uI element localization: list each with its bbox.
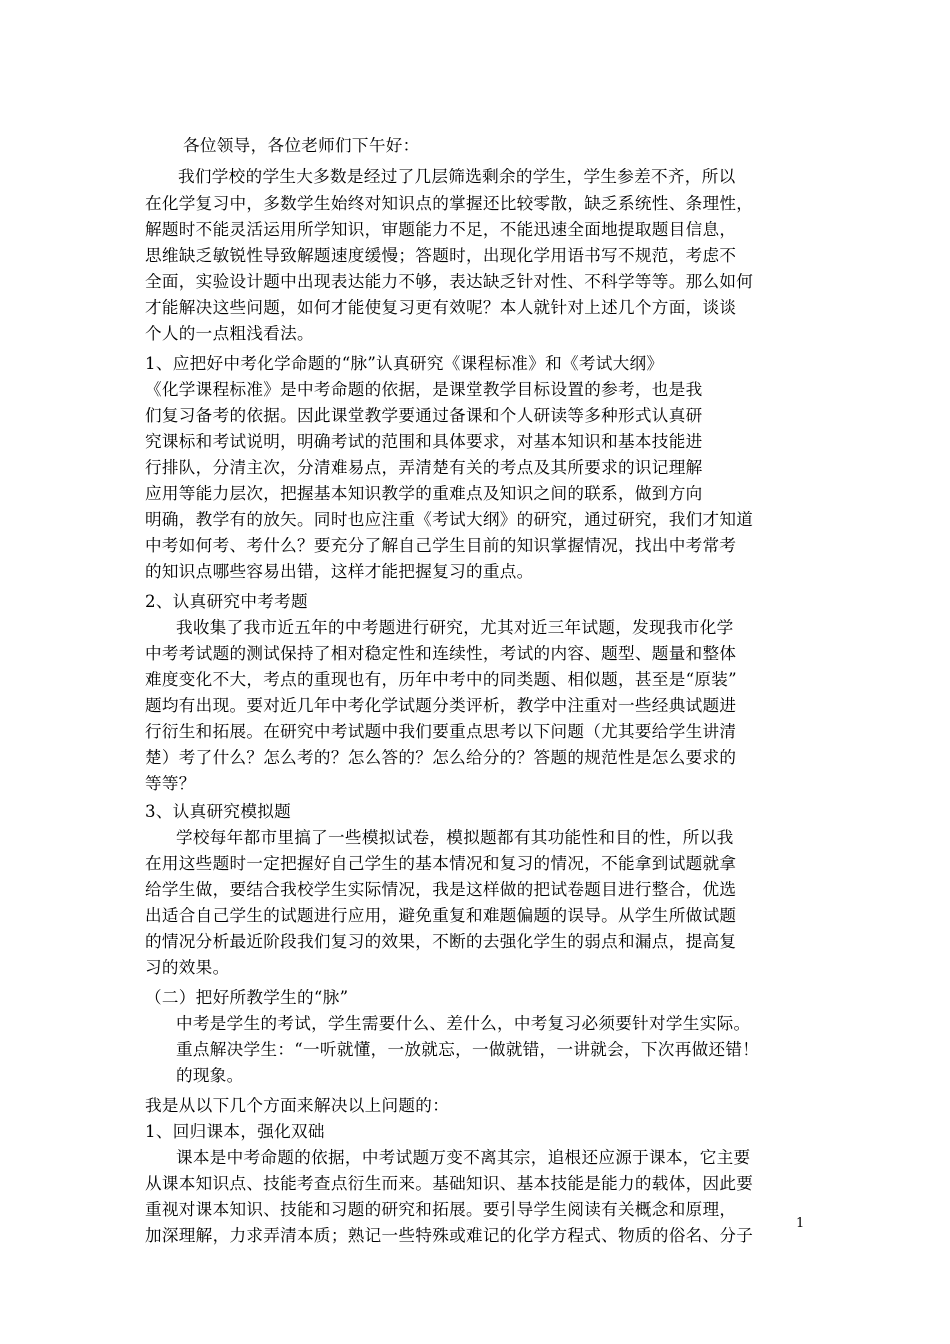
section-3-line-1: 学校每年都市里搞了一些模拟试卷，模拟题都有其功能性和目的性，所以我 xyxy=(176,828,734,847)
intro-line-3: 解题时不能灵活运用所学知识，审题能力不足，不能迅速全面地提取题目信息， xyxy=(145,220,737,239)
intro-line-7: 个人的一点粗浅看法。 xyxy=(145,324,314,343)
section-3-line-3: 给学生做，要结合我校学生实际情况，我是这样做的把试卷题目进行整合，优选 xyxy=(145,880,737,899)
section-1-line-5: 应用等能力层次，把握基本知识教学的重难点及知识之间的联系，做到方向 xyxy=(145,484,703,503)
section-2-line-3: 难度变化不大，考点的重现也有，历年中考中的同类题、相似题，甚至是“原装” xyxy=(145,670,737,689)
approach-1-line-3: 重视对课本知识、技能和习题的研究和拓展。要引导学生阅读有关概念和原理， xyxy=(145,1200,737,1219)
section-3-line-4: 出适合自己学生的试题进行应用，避免重复和难题偏题的误导。从学生所做试题 xyxy=(145,906,737,925)
section-1-line-8: 的知识点哪些容易出错，这样才能把握复习的重点。 xyxy=(145,562,534,581)
section-1-line-2: 们复习备考的依据。因此课堂教学要通过备课和个人研读等多种形式认真研 xyxy=(145,406,703,425)
section-2-line-4: 题均有出现。要对近几年中考化学试题分类评析，教学中注重对一些经典试题进 xyxy=(145,696,737,715)
greeting-line: 各位领导，各位老师们下午好： xyxy=(183,136,420,155)
section-2-line-6: 楚）考了什么？怎么考的？怎么答的？怎么给分的？答题的规范性是怎么要求的 xyxy=(145,748,737,767)
section-2-line-5: 行衍生和拓展。在研究中考试题中我们要重点思考以下问题（尤其要给学生讲清 xyxy=(145,722,737,741)
page-number: 1 xyxy=(796,1216,805,1231)
part-2-heading: （二）把好所教学生的“脉” xyxy=(145,988,349,1007)
intro-line-5: 全面，实验设计题中出现表达能力不够，表达缺乏针对性、不科学等等。那么如何 xyxy=(145,272,754,291)
approach-1-line-1: 课本是中考命题的依据，中考试题万变不离其宗，追根还应源于课本，它主要 xyxy=(176,1148,751,1167)
approach-1-line-4: 加深理解，力求弄清本质；熟记一些特殊或难记的化学方程式、物质的俗名、分子 xyxy=(145,1226,754,1245)
intro-line-6: 才能解决这些问题，如何才能使复习更有效呢？本人就针对上述几个方面，谈谈 xyxy=(145,298,737,317)
approach-1-line-2: 从课本知识点、技能考查点衍生而来。基础知识、基本技能是能力的载体，因此要 xyxy=(145,1174,754,1193)
intro-line-2: 在化学复习中，多数学生始终对知识点的掌握还比较零散，缺乏系统性、条理性， xyxy=(145,194,754,213)
section-3-line-2: 在用这些题时一定把握好自己学生的基本情况和复习的情况，不能拿到试题就拿 xyxy=(145,854,737,873)
section-1-line-6: 明确，教学有的放矢。同时也应注重《考试大纲》的研究，通过研究，我们才知道 xyxy=(145,510,754,529)
part-2-line-1: 中考是学生的考试，学生需要什么、差什么，中考复习必须要针对学生实际。 xyxy=(176,1014,751,1033)
section-2-heading: 2、认真研究中考考题 xyxy=(145,592,308,611)
section-1-line-1: 《化学课程标准》是中考命题的依据，是课堂教学目标设置的参考，也是我 xyxy=(145,380,703,399)
section-1-line-3: 究课标和考试说明，明确考试的范围和具体要求，对基本知识和基本技能进 xyxy=(145,432,703,451)
intro-line-4: 思维缺乏敏锐性导致解题速度缓慢；答题时，出现化学用语书写不规范，考虑不 xyxy=(145,246,737,265)
approach-intro: 我是从以下几个方面来解决以上问题的： xyxy=(145,1096,450,1115)
section-3-heading: 3、认真研究模拟题 xyxy=(145,802,292,821)
section-2-line-2: 中考考试题的测试保持了相对稳定性和连续性，考试的内容、题型、题量和整体 xyxy=(145,644,737,663)
part-2-line-3: 的现象。 xyxy=(176,1066,244,1085)
intro-line-1: 我们学校的学生大多数是经过了几层筛选剩余的学生，学生参差不齐，所以 xyxy=(178,167,736,186)
section-2-line-1: 我收集了我市近五年的中考题进行研究，尤其对近三年试题，发现我市化学 xyxy=(176,618,734,637)
section-1-heading: 1、应把好中考化学命题的“脉”认真研究《课程标准》和《考试大纲》 xyxy=(145,354,664,373)
approach-1-heading: 1、回归课本，强化双础 xyxy=(145,1122,325,1141)
section-1-line-4: 行排队，分清主次，分清难易点，弄清楚有关的考点及其所要求的识记理解 xyxy=(145,458,703,477)
section-2-line-7: 等等？ xyxy=(145,774,196,793)
section-3-line-5: 的情况分析最近阶段我们复习的效果，不断的去强化学生的弱点和漏点，提高复 xyxy=(145,932,737,951)
section-3-line-6: 习的效果。 xyxy=(145,958,230,977)
section-1-line-7: 中考如何考、考什么？要充分了解自己学生目前的知识掌握情况，找出中考常考 xyxy=(145,536,737,555)
part-2-line-2: 重点解决学生：“一听就懂，一放就忘，一做就错，一讲就会，下次再做还错！ xyxy=(176,1040,760,1059)
